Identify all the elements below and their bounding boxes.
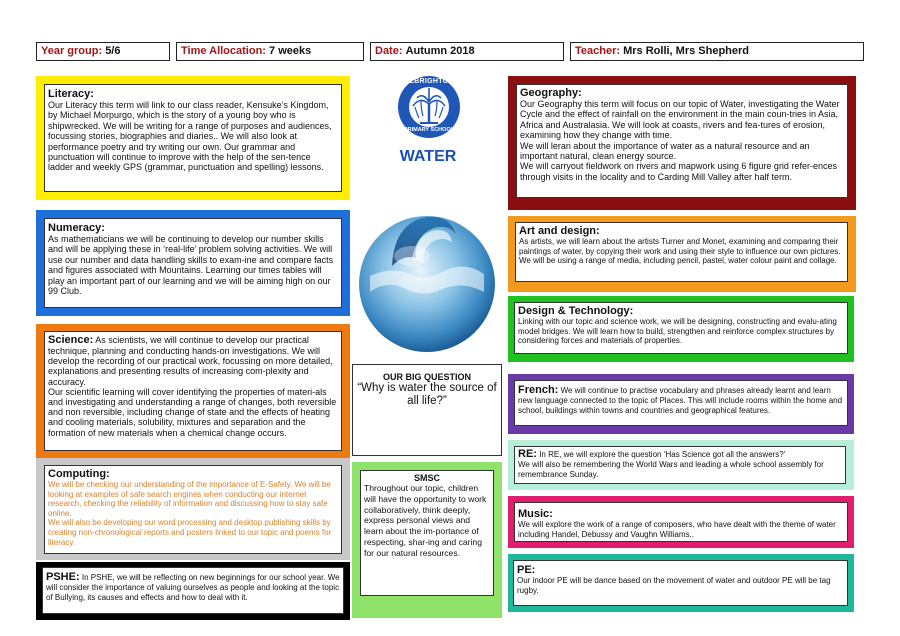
- literacy-text: Our Literacy this term will link to our class reader, Kensuke’s Kingdom, by Michael Morpurgo, which is the story of a young boy who is shipwrecked. We will be writing for a range of purposes and audiences, focussing stories, biographies and diaries.. We will also look at performance poetry and try writing our own. Our grammar and punctuation will continue to improve with the help of the sen-tence ladder and weekly GPS (grammar, punctuation and spelling) lessons.: [48, 100, 332, 173]
- literacy-panel: [36, 76, 350, 200]
- smsc-panel: [352, 462, 502, 618]
- re-text-2: We will also be remembering the World Wars and leading a whole school assembly for remembrance Sunday.: [518, 460, 824, 479]
- big-question-box: [352, 364, 502, 456]
- dt-title: Design & Technology:: [518, 305, 634, 317]
- year-group-label: Year group:: [41, 45, 103, 57]
- computing-panel: [36, 458, 350, 560]
- re-panel: [508, 440, 854, 490]
- science-title: Science:: [48, 334, 94, 346]
- year-group-box: [36, 42, 170, 61]
- big-question-text: “Why is water the source of all life?”: [357, 382, 497, 407]
- geography-text-2: We will leran about the importance of water as a natural resource and an important natural, clean energy source.: [520, 140, 810, 162]
- science-text-1: As scientists, we will continue to develop our practical technique, planning and conducting hands-on investigations. We will develop the recording of our practical work, focussing on more detailed, explanations and presenting results of increasing com-plexity and accuracy.: [48, 335, 333, 387]
- pshe-panel: [36, 562, 350, 620]
- pe-title: PE:: [517, 564, 536, 576]
- art-panel: [508, 216, 856, 292]
- music-title: Music:: [518, 508, 553, 520]
- re-title: RE:: [518, 448, 537, 460]
- date-box: [370, 42, 564, 61]
- art-title: Art and design:: [519, 225, 600, 237]
- big-question-label: OUR BIG QUESTION: [382, 372, 471, 382]
- dt-panel: [508, 296, 854, 362]
- geography-panel: [508, 76, 856, 210]
- teacher-label: Teacher:: [575, 45, 621, 57]
- teacher-box: [570, 42, 864, 61]
- pshe-title: PSHE:: [46, 571, 80, 583]
- pe-text: Our indoor PE will be dance based on the movement of water and outdoor PE will be tag rugby.: [517, 576, 831, 595]
- water-globe-graphic: [352, 196, 502, 356]
- smsc-text: Throughout our topic, children will have the opportunity to work collaboratively, think deeply, express personal views and learn about the im-portance of respecting, shar-ing and caring for our natural resources.: [364, 483, 487, 558]
- teacher-value: Mrs Rolli, Mrs Shepherd: [623, 45, 750, 57]
- water-globe-image: [352, 196, 502, 356]
- music-panel: [508, 496, 854, 548]
- date-value: Autumn 2018: [405, 45, 475, 57]
- numeracy-title: Numeracy:: [48, 222, 105, 234]
- re-text-1: In RE, we will explore the question ‘Has Science got all the answers?’: [539, 450, 786, 459]
- music-text: We will explore the work of a range of composers, who have dealt with the theme of water including Handel, Debussy and Vaughn Williams..: [518, 520, 836, 539]
- pshe-text: In PSHE, we will be reflecting on new beginnings for our school year. We will consider the importance of valuing ourselves as people and looking at the topic of Bullying, its causes and effects and how to deal with it.: [46, 573, 340, 602]
- science-text-2: Our scientific learning will cover identifying the properties of materi-als and investigating and understanding a range of changes, both reversible and non reversible, including change of state and the effects of heating and cooling materials, solubility, mixtures and separation and the formation of new materials when a chemical change occurs.: [48, 386, 337, 438]
- art-text: As artists, we will learn about the artists Turner and Monet, examining and comparing their paintings of water, by copying their work and using their style to influence our own pictures. We will be using a range of media, including pencil, pastel, water colour paint and collage.: [519, 237, 841, 266]
- geography-text-1: Our Geography this term will focus on our topic of Water, investigating the Water Cycle and the effect of rainfall on the environment in the main coun-tries in Asia, Africa and Australasia. We will look at coasts, rivers and fea-tures of erosion, examining how they change with time.: [520, 99, 840, 141]
- numeracy-panel: [36, 210, 350, 316]
- numeracy-text: As mathematicians we will be continuing to develop our number skills and will be applying these in ‘real-life’ problem solving activities. We will use our number and data handling skills to exam-ine and compare facts and figures associated with Mountains. Learning our times tables will play an important part of our learning and we will be aiming high on our 99 Club.: [48, 234, 334, 297]
- computing-title: Computing:: [48, 468, 110, 480]
- computing-text-2: We will also be developing our word processing and desktop publishing skills by creating non-chronological reports and posters linked to our topic and poems for literacy.: [48, 518, 332, 547]
- pe-panel: [508, 554, 854, 612]
- science-panel: [36, 324, 350, 458]
- year-group-value: 5/6: [105, 45, 121, 57]
- geography-title: Geography:: [520, 87, 582, 99]
- french-panel: [508, 374, 854, 434]
- computing-text-1: We will be checking our understanding of the importance of E-Safety. We will be looking at examples of safe search engines when conducting our internet research, checking the reliability of information and discussing how to stay safe online.: [48, 480, 331, 518]
- geography-text-3: We will carryout fieldwork on rivers and mapwork using 6 figure grid refer-ences through visits in the locality and to Carding Mill Valley after half term.: [520, 161, 837, 182]
- topic-title: WATER: [399, 148, 457, 165]
- date-label: Date:: [375, 45, 403, 57]
- dt-text: Linking with our topic and science work, we will be designing, constructing and evalu-ating model bridges. We will learn how to build, strengthen and reinforce complex structures by considering forces and materials of properties.: [518, 317, 837, 346]
- time-allocation-value: 7 weeks: [269, 45, 312, 57]
- school-logo-bottom-text: PRIMARY SCHOOL: [403, 127, 455, 133]
- time-allocation-label: Time Allocation:: [181, 45, 266, 57]
- time-allocation-box: [176, 42, 364, 61]
- school-logo: [396, 74, 462, 140]
- school-logo-top-text: ALBRIGHTON: [404, 78, 454, 85]
- smsc-title: SMSC: [413, 473, 440, 483]
- french-text: We will continue to practise vocabulary and phrases already learnt and learn new language connected to the topic of Places. This will include rooms within the home and school, buildings within towns and countries and geographical features.: [518, 386, 843, 415]
- french-title: French:: [518, 384, 559, 396]
- literacy-title: Literacy:: [48, 88, 94, 100]
